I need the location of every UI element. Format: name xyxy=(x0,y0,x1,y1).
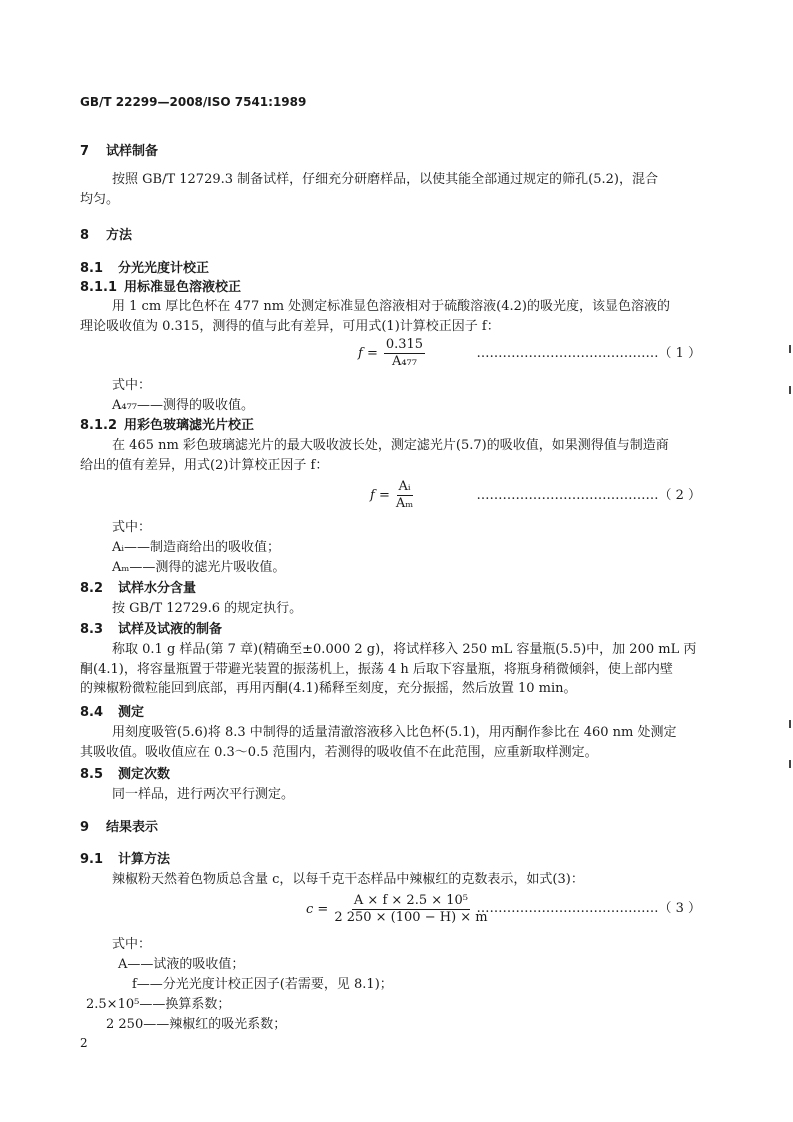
section-8-2-heading: 8.2 试样水分含量 xyxy=(80,581,197,596)
definition-ai: Aᵢ——制造商给出的吸收值； xyxy=(112,540,281,555)
section-8-1-2-heading: 8.1.2 用彩色玻璃滤光片校正 xyxy=(80,418,255,433)
section-7-paragraph: 按照 GB/T 12729.3 制备试样，仔细充分研磨样品，以使其能全部通过规定的筛孔(5.2)，混合 均匀。 xyxy=(80,172,658,207)
section-8-3-heading: 8.3 试样及试液的制备 xyxy=(80,622,223,637)
section-8-4-paragraph: 用刻度吸管(5.6)将 8.3 中制得的适量清澈溶液移入比色杯(5.1)，用丙酮作参比在 460 nm 处测定 其吸收值。吸收值应在 0.3～0.5 范围内，若测得的吸收值不在此范围，应重新取样测定。 xyxy=(80,725,677,760)
scan-mark xyxy=(789,386,791,394)
section-number: 7 xyxy=(80,144,90,159)
section-8-5-heading: 8.5 测定次数 xyxy=(80,767,171,782)
section-title: 试样制备 xyxy=(106,144,159,159)
section-8-5-paragraph: 同一样品，进行两次平行测定。 xyxy=(112,787,295,802)
definition-conversion-factor: 2.5×10⁵——换算系数； xyxy=(86,997,231,1012)
section-8-2-paragraph: 按 GB/T 12729.6 的规定执行。 xyxy=(112,601,303,616)
standard-header: GB/T 22299—2008/ISO 7541:1989 xyxy=(80,95,307,109)
section-9-1-paragraph: 辣椒粉天然着色物质总含量 c，以每千克干态样品中辣椒红的克数表示，如式(3)： xyxy=(112,872,584,887)
section-9-1-heading: 9.1 计算方法 xyxy=(80,852,171,867)
definition-f: f——分光光度计校正因子(若需要，见 8.1)； xyxy=(132,977,393,992)
where-label: 式中： xyxy=(112,937,152,952)
equation-2: f = $\frac{\text{Aᵢ}}{\text{Aₘ}}$ xyxy=(370,479,414,511)
section-8-1-heading: 8.1 分光光度计校正 xyxy=(80,261,210,276)
section-7-heading xyxy=(80,142,158,162)
where-label: 式中： xyxy=(112,520,152,535)
section-8-1-1-paragraph: 用 1 cm 厚比色杯在 477 nm 处测定标准显色溶液相对于硫酸溶液(4.2)的吸光度，该显色溶液的 理论吸收值为 0.315，测得的值与此有差异，可用式(1)计算校正因子 f： xyxy=(80,299,671,334)
scan-mark xyxy=(789,760,791,768)
scan-mark xyxy=(789,345,791,353)
equation-3-number: ……………………………………（ 3 ） xyxy=(476,901,701,916)
definition-a: A——试液的吸收值； xyxy=(118,957,245,972)
section-8-heading: 8 方法 xyxy=(80,228,133,243)
equation-2-number: ……………………………………（ 2 ） xyxy=(476,488,701,503)
scan-mark xyxy=(789,720,791,728)
equation-3: c = $\frac{\text{A × f × 2.5 × 10⁵}}{2 250 \times (100 - H) \times m}$ xyxy=(306,893,488,925)
section-8-1-1-heading: 8.1.1 用标准显色溶液校正 xyxy=(80,280,242,295)
section-9-heading: 9 结果表示 xyxy=(80,820,159,835)
section-8-3-paragraph: 称取 0.1 g 样品(第 7 章)(精确至±0.000 2 g)，将试样移入 250 mL 容量瓶(5.5)中，加 200 mL 丙 酮(4.1)，将容量瓶置于带避光装置的振荡机上，振荡 4 h 后取下容量瓶，将瓶身稍微倾斜，使上部内壁 的辣椒粉微粒能回到底部，再用丙酮(4.1)稀释至刻度，充分振摇，然后放置 10 min。 xyxy=(80,642,697,696)
equation-1: f = $\frac{0.315}{\text{A₄₇₇}}$ xyxy=(358,337,424,369)
definition-absorption-coefficient: 2 250——辣椒红的吸光系数； xyxy=(106,1017,287,1032)
section-8-1-2-paragraph: 在 465 nm 彩色玻璃滤光片的最大吸收波长处，测定滤光片(5.7)的吸收值，如果测得值与制造商 给出的值有差异，用式(2)计算校正因子 f： xyxy=(80,438,669,473)
definition-am: Aₘ——测得的滤光片吸收值。 xyxy=(112,560,286,575)
definition-a477: A₄₇₇——测得的吸收值。 xyxy=(112,398,255,413)
equation-1-number: ……………………………………（ 1 ） xyxy=(476,346,701,361)
where-label: 式中： xyxy=(112,378,152,393)
page-number: 2 xyxy=(80,1036,88,1050)
section-8-4-heading: 8.4 测定 xyxy=(80,705,145,720)
